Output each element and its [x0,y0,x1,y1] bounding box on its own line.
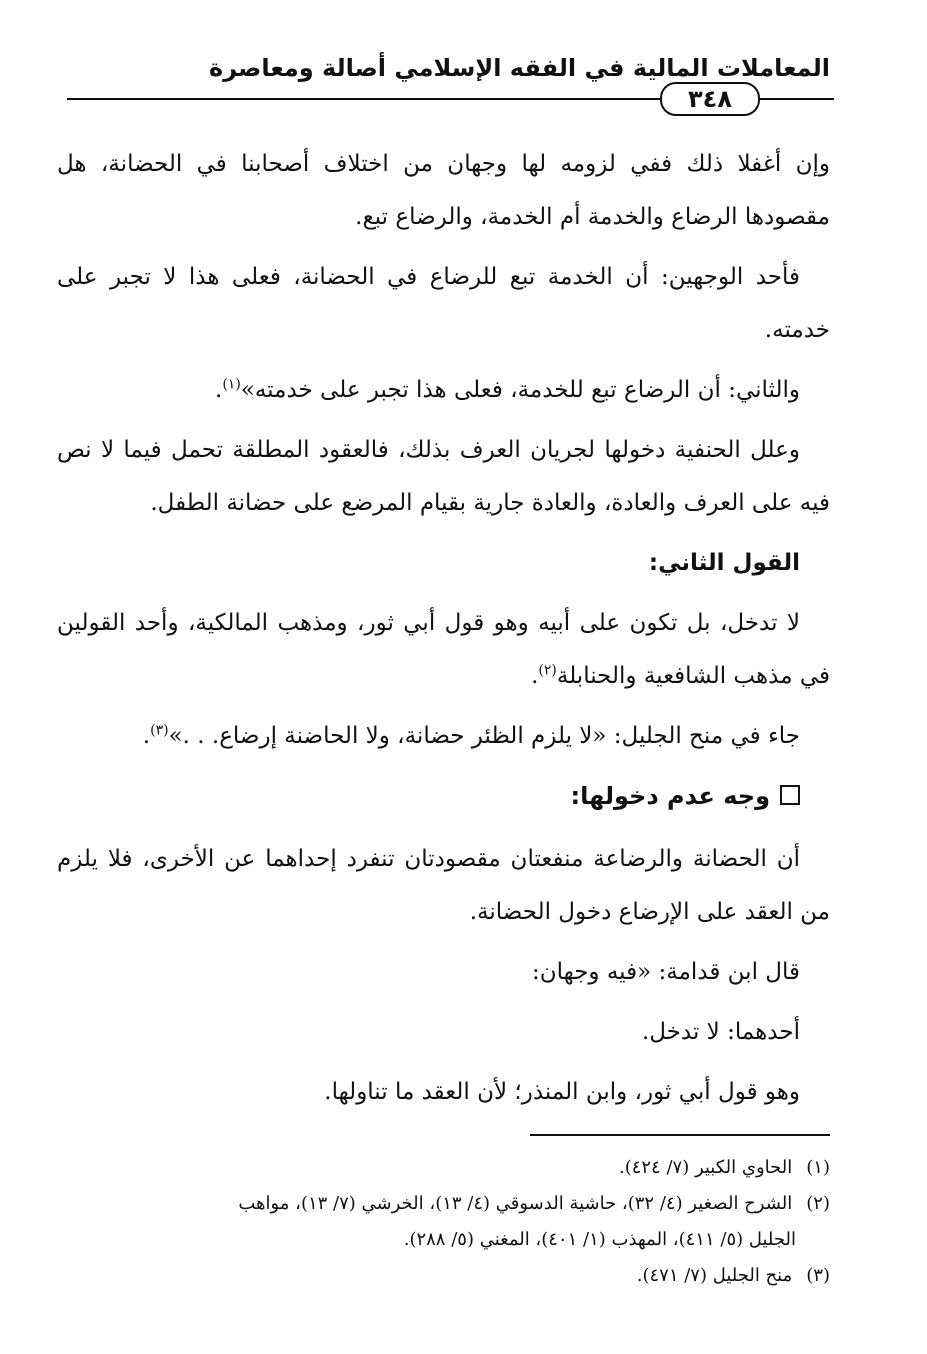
footnote-text: الحاوي الكبير (٧/ ٤٢٤). [618,1157,793,1178]
footnote-separator [530,1134,830,1136]
paragraph-2: فأحد الوجهين: أن الخدمة تبع للرضاع في الحضانة، فعلى هذا لا تجبر على خدمته. [57,264,830,343]
footnote-3 [57,1258,830,1294]
footnote-text: الشرح الصغير (٤/ ٣٢)، حاشية الدسوقي (٤/ ١٣)، الخرشي (٧/ ١٣)، مواهب [238,1193,793,1214]
paragraph-10: وهو قول أبي ثور، وابن المنذر؛ لأن العقد ما تناولها. [324,1079,800,1105]
footnote-number: (١) [806,1157,830,1178]
main-text [57,138,830,1126]
paragraph-5-text: لا تدخل، بل تكون على أبيه وهو قول أبي ثور، ومذهب المالكية، وأحد القولين في مذهب الشافعية والحنابلة [57,610,830,689]
paragraph-1: وإن أغفلا ذلك ففي لزومه لها وجهان من اختلاف أصحابنا في الحضانة، هل مقصودها الرضاع والخدمة أم الخدمة، والرضاع تبع. [57,151,830,230]
page-number: ٣٤٨ [660,82,760,116]
footnotes [57,1150,830,1294]
paragraph-9-label: أحدهما: [727,1019,800,1045]
paragraph-7: أن الحضانة والرضاعة منفعتان مقصودتان تنفرد إحداهما عن الأخرى، فلا يلزم من العقد على الإرضاع دخول الحضانة. [57,846,830,925]
paragraph-5 [57,597,830,703]
square-bullet-icon [780,785,800,805]
paragraph-9 [57,1006,830,1059]
footnote-ref-1[interactable]: (١) [222,376,241,393]
paragraph-5-end: . [531,663,539,689]
running-head-title: المعاملات المالية في الفقه الإسلامي أصالة ومعاصرة [209,54,830,82]
footnote-number: (٢) [806,1193,830,1214]
paragraph-6 [57,710,830,763]
section-heading [57,770,830,823]
paragraph-3-text: والثاني: أن الرضاع تبع للخدمة، فعلى هذا تجبر على خدمته» [240,377,800,403]
second-opinion-heading: القول الثاني: [648,550,800,576]
paragraph-8: قال ابن قدامة: «فيه وجهان: [531,959,800,985]
footnote-1 [57,1150,830,1186]
paragraph-4: وعلل الحنفية دخولها لجريان العرف بذلك، فالعقود المطلقة تحمل فيما لا نص فيه على العرف والعادة، والعادة جارية بقيام المرضع على حضانة الطفل. [57,437,830,516]
paragraph-6-text: جاء في منح الجليل: «لا يلزم الظئر حضانة، ولا الحاضنة إرضاع. . .» [168,723,800,749]
section-heading-text: وجه عدم دخولها: [570,782,770,810]
footnote-ref-3[interactable]: (٣) [150,722,169,739]
paragraph-9-text: لا تدخل. [641,1019,728,1045]
footnote-number: (٣) [806,1265,830,1286]
footnote-ref-2[interactable]: (٢) [538,662,557,679]
paragraph-6-end: . [142,723,151,749]
footnote-2-continued: الجليل (٥/ ٤١١)، المهذب (١/ ٤٠١)، المغني (٥/ ٢٨٨). [403,1229,796,1250]
paragraph-3 [57,364,830,417]
paragraph-3-end: . [215,377,223,403]
footnote-text: منح الجليل (٧/ ٤٧١). [636,1265,793,1286]
footnote-2 [57,1186,830,1222]
